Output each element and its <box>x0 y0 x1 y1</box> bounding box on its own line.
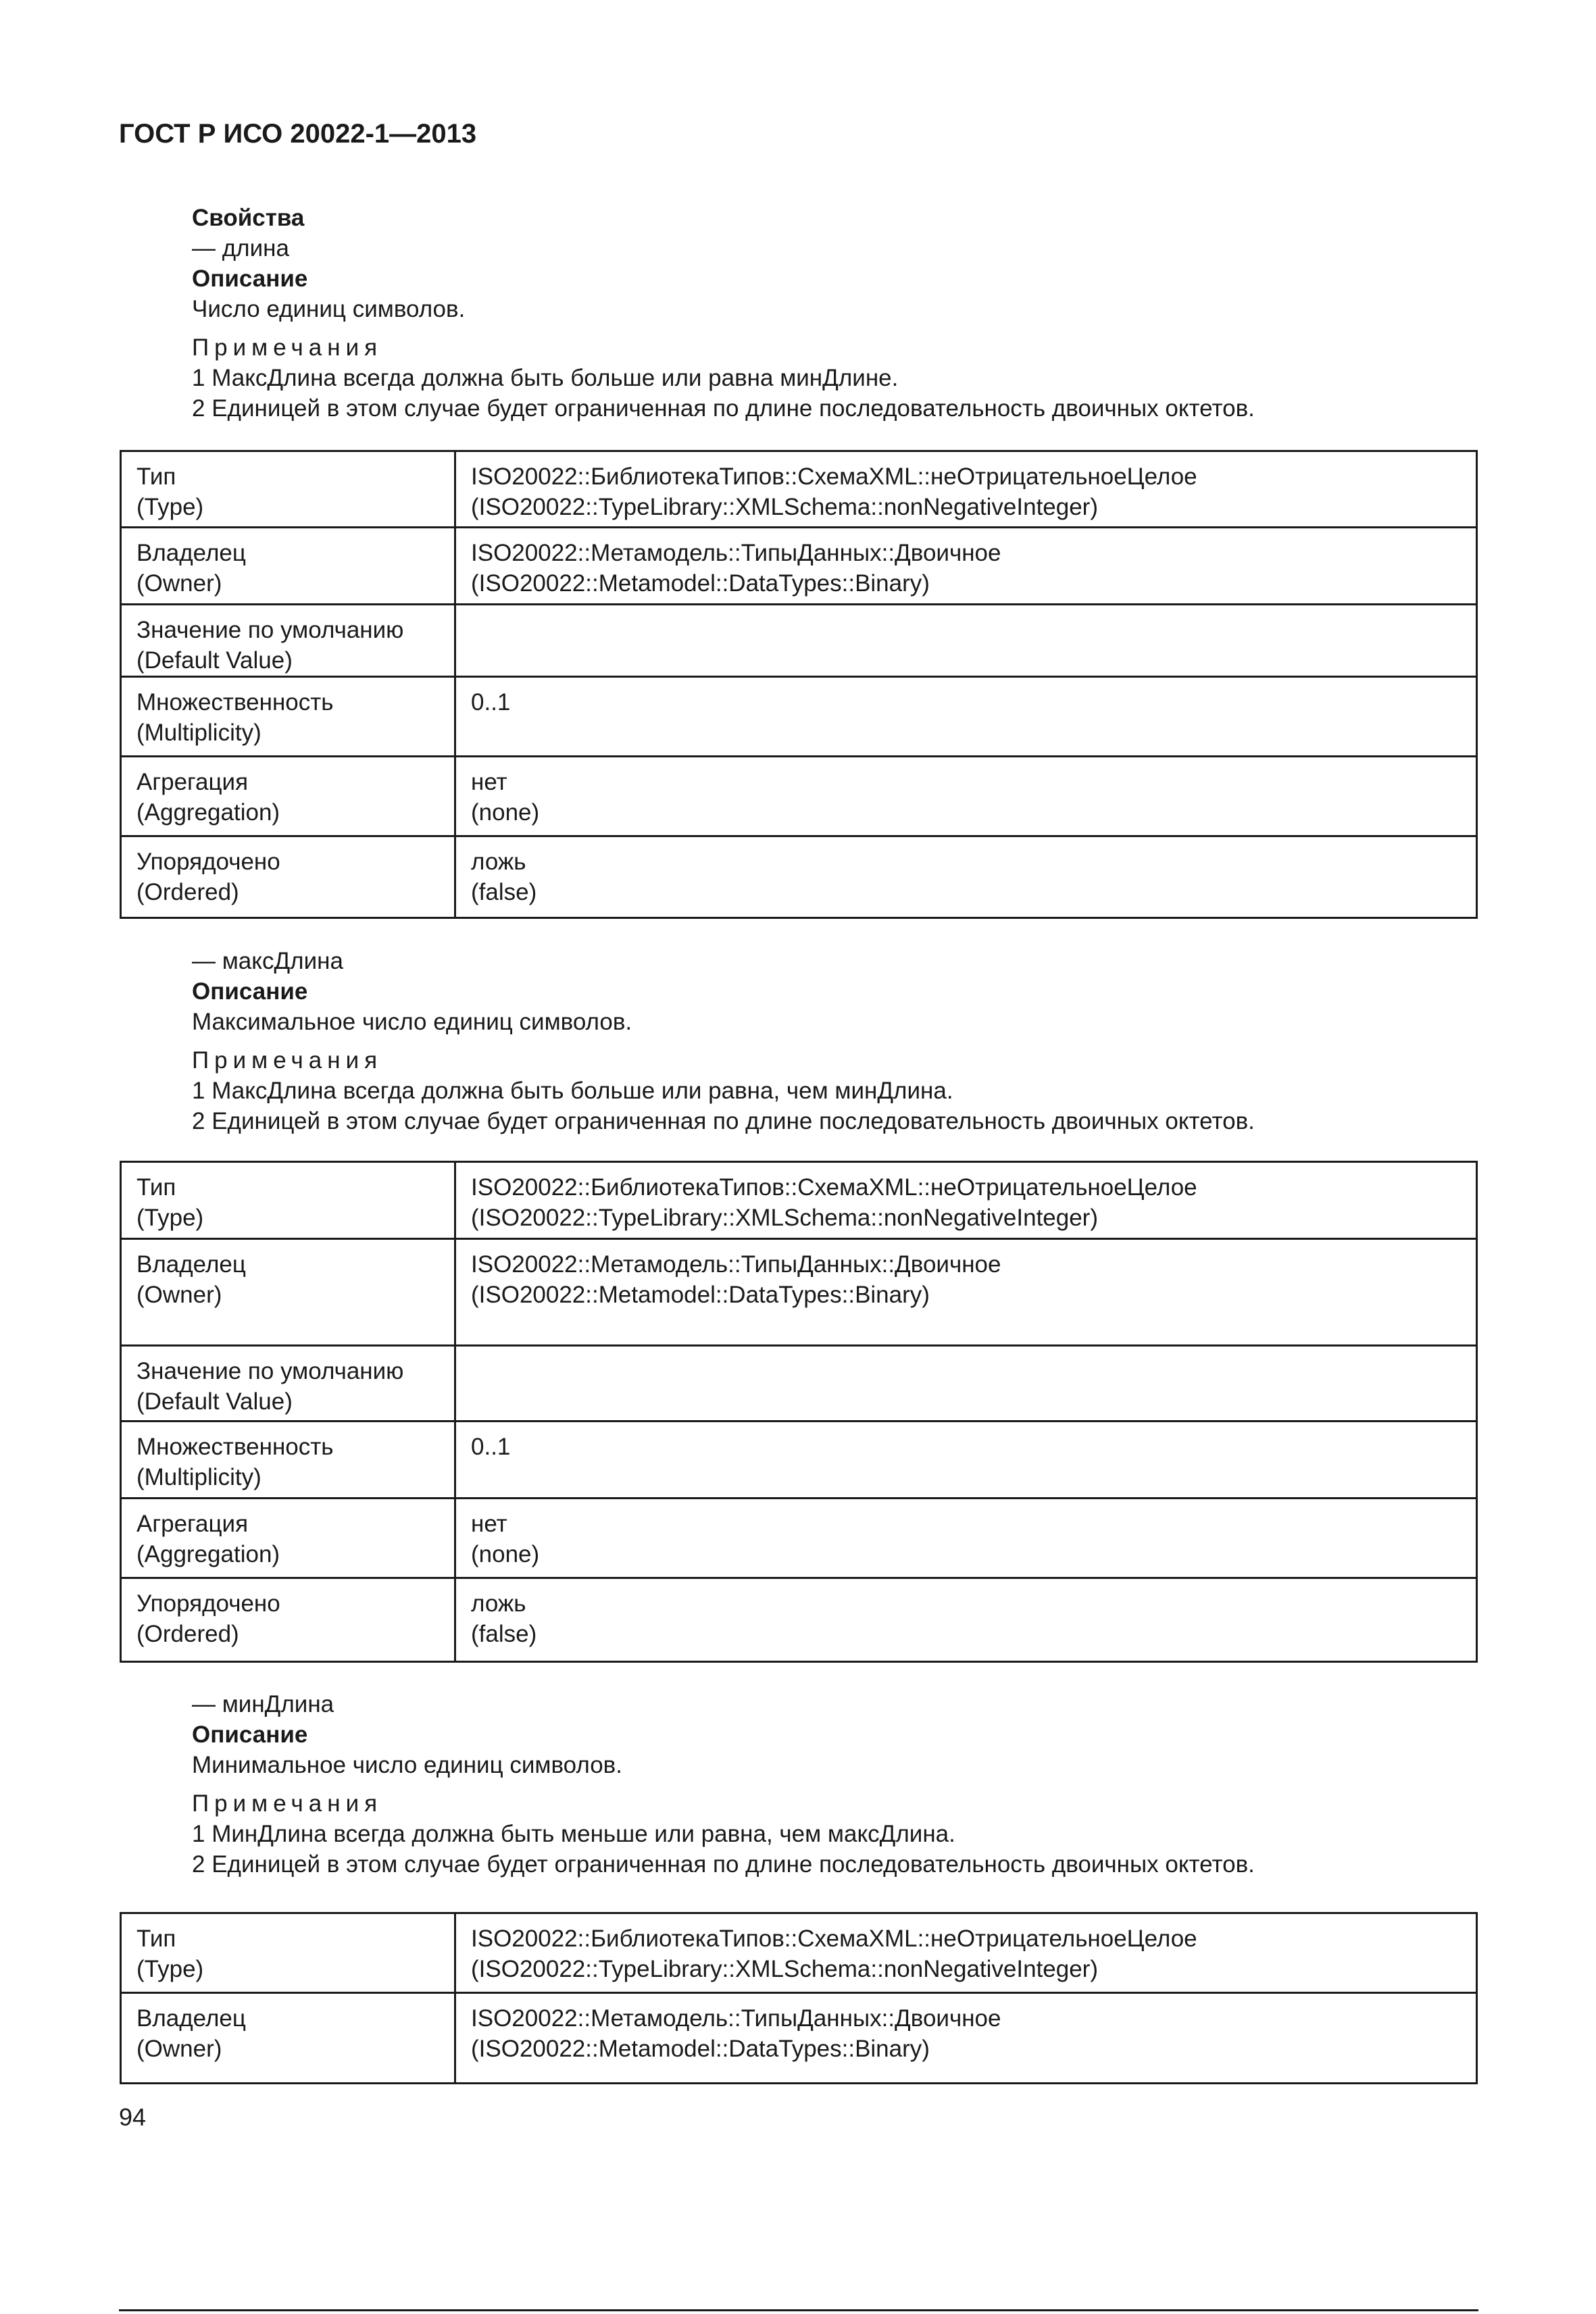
property-value-cell <box>455 1422 1477 1499</box>
property-key-cell <box>121 1993 455 2084</box>
key-label-en: (Default Value) <box>136 1388 293 1415</box>
value-text-en: (false) <box>471 879 537 905</box>
table-row <box>121 528 1477 605</box>
key-label: Владелец <box>136 2005 246 2032</box>
description-heading: Описание <box>192 1721 308 1748</box>
value-text: ISO20022::Метамодель::ТипыДанных::Двоичное <box>471 2005 1001 2032</box>
key-label-en: (Owner) <box>136 570 222 597</box>
note-1: 1 МинДлина всегда должна быть меньше или равна, чем максДлина. <box>192 1821 955 1847</box>
value-text-en: (none) <box>471 1541 540 1567</box>
value-text: ISO20022::БиблиотекаТипов::СхемаXML::неОтрицательноеЦелое <box>471 1926 1197 1952</box>
properties-table-min-length <box>120 1912 1478 2084</box>
notes-heading: Примечания <box>192 1047 383 1074</box>
table-row <box>121 605 1477 677</box>
key-label: Агрегация <box>136 1511 249 1537</box>
value-text: ложь <box>471 849 526 875</box>
key-label: Значение по умолчанию <box>136 1358 404 1384</box>
properties-heading: Свойства <box>192 205 305 231</box>
property-value-cell <box>455 1239 1477 1346</box>
key-label-en: (Default Value) <box>136 647 293 674</box>
page-number: 94 <box>119 2103 147 2131</box>
footer-divider <box>119 2309 1478 2311</box>
key-label: Тип <box>136 463 176 490</box>
property-value-cell <box>455 1499 1477 1578</box>
key-label-en: (Ordered) <box>136 879 239 905</box>
property-value-cell <box>455 757 1477 836</box>
key-label: Тип <box>136 1926 176 1952</box>
notes-heading: Примечания <box>192 1790 383 1817</box>
property-item: — минДлина <box>192 1691 334 1717</box>
key-label: Множественность <box>136 1434 334 1460</box>
notes-heading: Примечания <box>192 334 383 361</box>
section-length <box>192 203 1255 424</box>
property-value-cell <box>455 836 1477 918</box>
note-2: 2 Единицей в этом случае будет ограниченная по длине последовательность двоичных октетов. <box>192 1851 1255 1878</box>
table-row <box>121 1239 1477 1346</box>
property-key-cell <box>121 451 455 528</box>
key-label: Владелец <box>136 540 246 566</box>
value-text-en: (ISO20022::Metamodel::DataTypes::Binary) <box>471 570 930 597</box>
property-value-cell <box>455 1993 1477 2084</box>
table-row <box>121 451 1477 528</box>
table-row <box>121 1993 1477 2084</box>
table-row <box>121 1913 1477 1993</box>
property-value-cell <box>455 451 1477 528</box>
description-text: Число единиц символов. <box>192 296 466 322</box>
note-2: 2 Единицей в этом случае будет ограниченная по длине последовательность двоичных октетов. <box>192 1108 1255 1134</box>
value-text: ISO20022::Метамодель::ТипыДанных::Двоичное <box>471 1251 1001 1278</box>
table-row <box>121 836 1477 918</box>
value-text: ложь <box>471 1590 526 1617</box>
property-key-cell <box>121 836 455 918</box>
property-key-cell <box>121 1162 455 1239</box>
key-label: Значение по умолчанию <box>136 617 404 643</box>
value-text-en: (ISO20022::TypeLibrary::XMLSchema::nonNegativeInteger) <box>471 1956 1098 1982</box>
property-value-cell <box>455 1578 1477 1662</box>
note-2: 2 Единицей в этом случае будет ограниченная по длине последовательность двоичных октетов. <box>192 395 1255 422</box>
note-1: 1 МаксДлина всегда должна быть больше или равна минДлине. <box>192 365 899 391</box>
property-key-cell <box>121 1239 455 1346</box>
property-value-cell <box>455 528 1477 605</box>
key-label: Владелец <box>136 1251 246 1278</box>
property-key-cell <box>121 1578 455 1662</box>
value-text-en: (ISO20022::Metamodel::DataTypes::Binary) <box>471 1282 930 1308</box>
property-value-cell <box>455 605 1477 677</box>
key-label-en: (Owner) <box>136 2036 222 2062</box>
properties-table-length <box>120 450 1478 919</box>
section-max-length <box>192 946 1255 1136</box>
key-label-en: (Owner) <box>136 1282 222 1308</box>
value-text: нет <box>471 769 507 795</box>
value-text: нет <box>471 1511 507 1537</box>
table-row <box>121 677 1477 757</box>
key-label-en: (Type) <box>136 1956 204 1982</box>
description-heading: Описание <box>192 266 308 292</box>
value-text-en: (ISO20022::TypeLibrary::XMLSchema::nonNegativeInteger) <box>471 494 1098 520</box>
property-key-cell <box>121 757 455 836</box>
property-key-cell <box>121 1499 455 1578</box>
section-min-length <box>192 1689 1255 1880</box>
property-value-cell <box>455 1913 1477 1993</box>
property-item: — максДлина <box>192 948 343 974</box>
key-label-en: (Aggregation) <box>136 1541 280 1567</box>
description-text: Минимальное число единиц символов. <box>192 1752 622 1778</box>
value-text-en: (ISO20022::TypeLibrary::XMLSchema::nonNegativeInteger) <box>471 1205 1098 1231</box>
property-key-cell <box>121 1346 455 1422</box>
description-text: Максимальное число единиц символов. <box>192 1009 632 1035</box>
value-text: ISO20022::БиблиотекаТипов::СхемаXML::неОтрицательноеЦелое <box>471 463 1197 490</box>
table-row <box>121 1162 1477 1239</box>
value-text: 0..1 <box>471 689 511 715</box>
property-key-cell <box>121 1913 455 1993</box>
key-label-en: (Multiplicity) <box>136 1464 261 1490</box>
value-text: 0..1 <box>471 1434 511 1460</box>
table-row <box>121 1422 1477 1499</box>
key-label-en: (Multiplicity) <box>136 720 261 746</box>
key-label-en: (Type) <box>136 494 204 520</box>
table-row <box>121 1346 1477 1422</box>
property-key-cell <box>121 528 455 605</box>
key-label: Упорядочено <box>136 849 280 875</box>
key-label-en: (Ordered) <box>136 1621 239 1647</box>
key-label: Тип <box>136 1174 176 1201</box>
description-heading: Описание <box>192 978 308 1005</box>
property-key-cell <box>121 605 455 677</box>
key-label-en: (Aggregation) <box>136 799 280 826</box>
table-row <box>121 757 1477 836</box>
property-value-cell <box>455 1346 1477 1422</box>
table-row <box>121 1499 1477 1578</box>
note-1: 1 МаксДлина всегда должна быть больше или равна, чем минДлина. <box>192 1078 953 1104</box>
value-text-en: (false) <box>471 1621 537 1647</box>
value-text-en: (ISO20022::Metamodel::DataTypes::Binary) <box>471 2036 930 2062</box>
property-item: — длина <box>192 235 289 261</box>
key-label: Агрегация <box>136 769 249 795</box>
document-header: ГОСТ Р ИСО 20022-1—2013 <box>119 119 477 149</box>
key-label: Упорядочено <box>136 1590 280 1617</box>
properties-table-max-length <box>120 1161 1478 1663</box>
table-row <box>121 1578 1477 1662</box>
property-key-cell <box>121 1422 455 1499</box>
property-value-cell <box>455 1162 1477 1239</box>
value-text-en: (none) <box>471 799 540 826</box>
property-key-cell <box>121 677 455 757</box>
property-value-cell <box>455 677 1477 757</box>
value-text: ISO20022::Метамодель::ТипыДанных::Двоичное <box>471 540 1001 566</box>
key-label-en: (Type) <box>136 1205 204 1231</box>
key-label: Множественность <box>136 689 334 715</box>
value-text: ISO20022::БиблиотекаТипов::СхемаXML::неОтрицательноеЦелое <box>471 1174 1197 1201</box>
